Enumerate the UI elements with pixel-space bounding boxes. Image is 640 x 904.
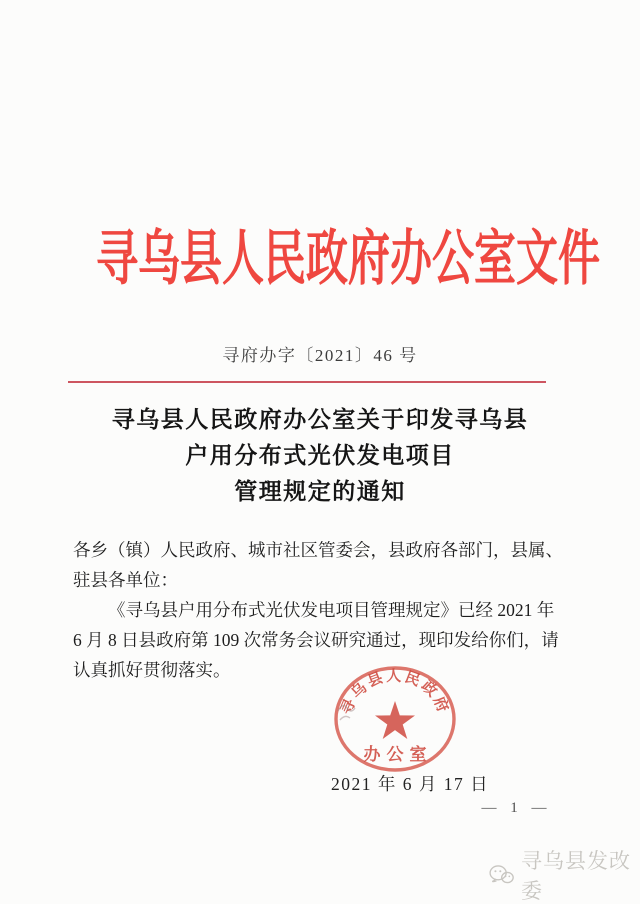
page-number: — 1 — — [481, 800, 547, 816]
wechat-icon — [488, 862, 515, 888]
salutation-line-2: 驻县各单位： — [73, 570, 178, 590]
body-line-2: 6 月 8 日县政府第 109 次常务会议研究通过，现印发给你们，请 — [73, 630, 559, 650]
document-number: 寻府办字〔2021〕46 号 — [222, 346, 418, 365]
account-watermark — [488, 850, 640, 903]
document-date: 2021 年 6 月 17 日 — [331, 774, 490, 794]
watermark-text: 寻乌县发改委 — [521, 850, 632, 903]
body-line-3: 认真抓好贯彻落实。 — [73, 660, 231, 680]
official-seal — [331, 663, 459, 777]
document-title — [0, 402, 640, 510]
document-header-title: 寻乌县人民政府办公室文件 — [96, 226, 600, 292]
seal-arc-text: 寻乌县人民政府 — [338, 668, 452, 717]
salutation-line-1: 各乡（镇）人民政府、城市社区管委会，县政府各部门，县属、 — [73, 540, 563, 560]
seal-office-text: 办公室 — [363, 745, 433, 764]
red-separator-line — [68, 381, 546, 383]
title-line-3: 管理规定的通知 — [234, 479, 406, 504]
star-icon — [375, 701, 415, 739]
title-line-1: 寻乌县人民政府办公室关于印发寻乌县 — [111, 407, 529, 432]
document-body — [73, 535, 575, 685]
title-line-2: 户用分布式光伏发电项目 — [185, 443, 455, 468]
body-line-1: 《寻乌县户用分布式光伏发电项目管理规定》已经 2021 年 — [108, 600, 555, 620]
